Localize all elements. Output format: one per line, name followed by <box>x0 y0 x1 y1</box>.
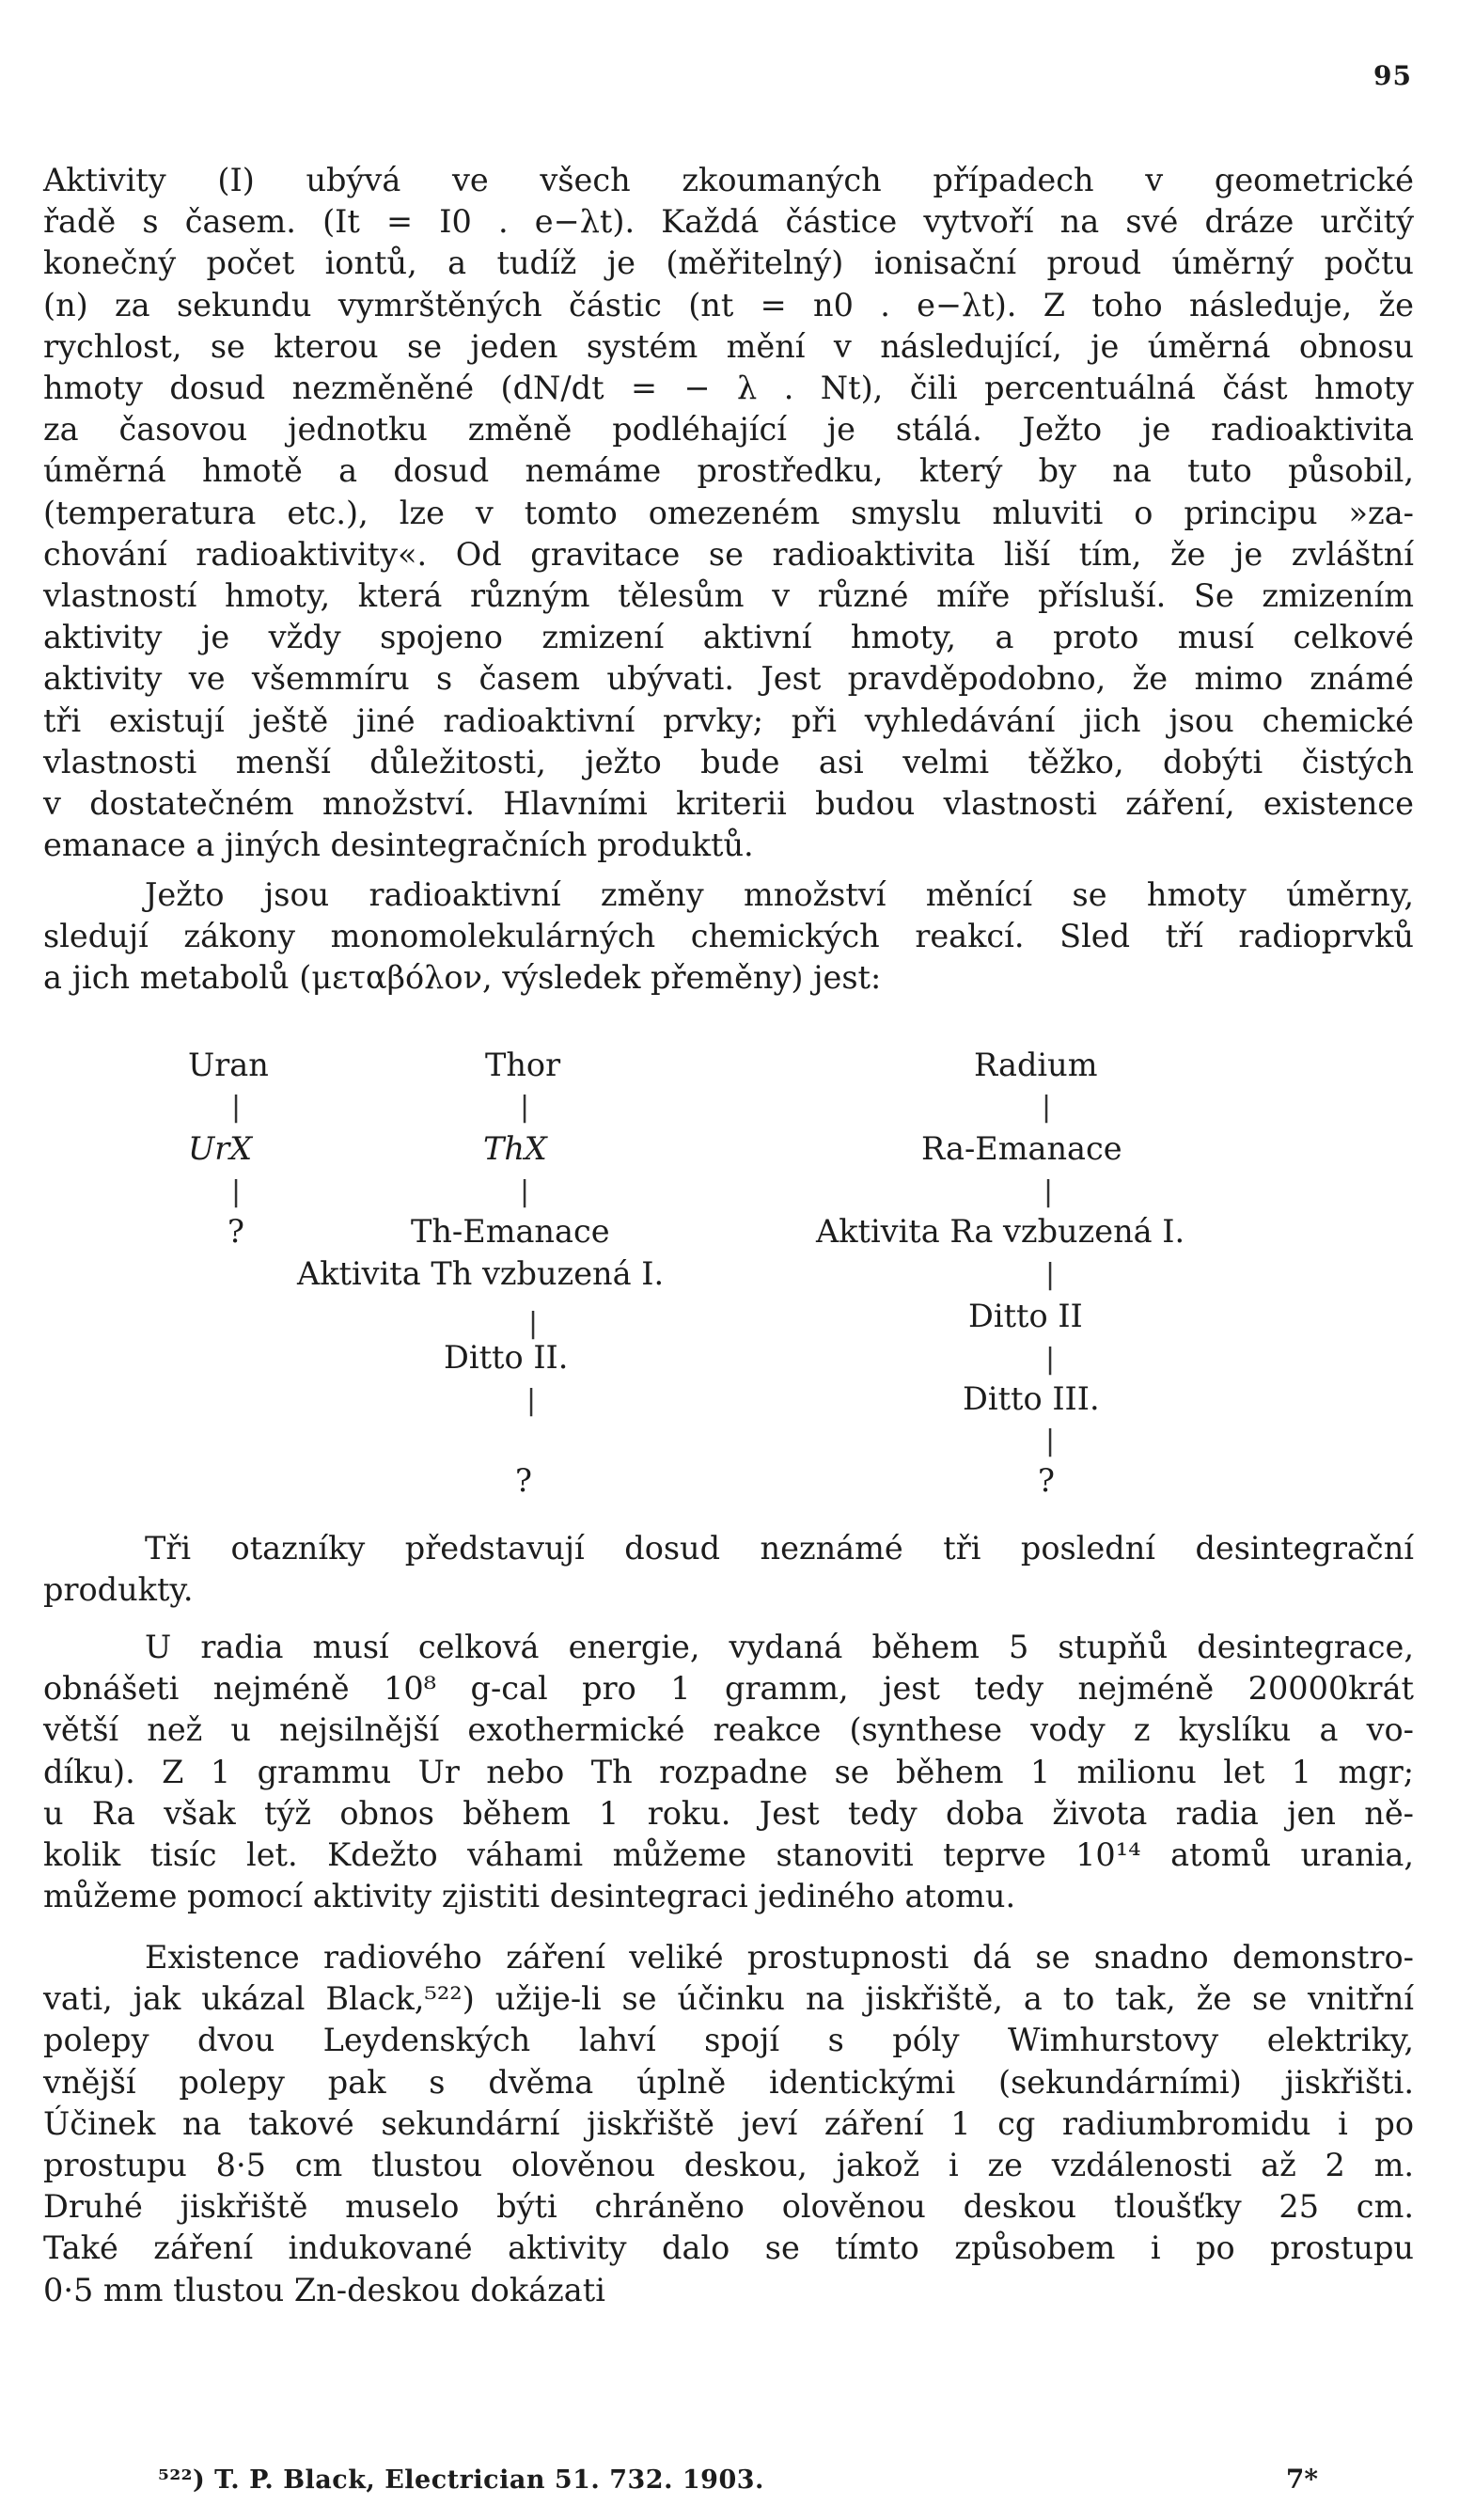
text-line: Existence radiového záření veliké prostupnosti dá se snadno demonstro- <box>145 1939 1414 1976</box>
scheme-th-ditto-2: Ditto II. <box>444 1339 569 1376</box>
text-line: Také záření indukované aktivity dalo se tímto způsobem i po prostupu <box>43 2229 1414 2267</box>
scheme-thor-unknown: ? <box>515 1462 532 1499</box>
scheme-bar: | <box>231 1175 242 1208</box>
text-line: v dostatečném množství. Hlavními kriterii budou vlastnosti záření, existence <box>43 785 1414 823</box>
signature-mark: 7* <box>1285 2464 1318 2495</box>
text-line: Tři otazníky představují dosud neznámé tři poslední desintegrační <box>145 1530 1414 1567</box>
text-line: Ježto jsou radioaktivní změny množství měnící se hmoty úměrny, <box>145 876 1414 913</box>
text-line: polepy dvou Leydenských lahví spojí s póly Wimhurstovy elektriky, <box>43 2022 1414 2059</box>
scheme-bar: | <box>520 1091 530 1124</box>
text-line: 0·5 mm tlustou Zn-deskou dokázati <box>43 2271 605 2308</box>
text-line: konečný počet iontů, a tudíž je (měřitelný) ionisační proud úměrný počtu <box>43 244 1414 282</box>
paragraph-activity <box>43 160 1414 866</box>
text-line: u Ra však týž obnos během 1 roku. Jest tedy doba života radia jen ně- <box>43 1794 1414 1832</box>
paragraph-metabols <box>43 874 1414 1000</box>
text-line: vlastností hmoty, která různým tělesům v různé míře přísluší. Se zmizením <box>43 577 1414 615</box>
scheme-th-emanace: Th-Emanace <box>411 1213 610 1250</box>
text-line: větší než u nejsilnější exothermické reakce (synthese vody z kyslíku a vo- <box>43 1711 1414 1749</box>
scheme-thor: Thor <box>485 1047 561 1083</box>
text-line: Druhé jiskřiště muselo býti chráněno olověnou deskou tloušťky 25 cm. <box>43 2188 1414 2226</box>
text-line: aktivity ve všemmíru s časem ubývati. Jest pravděpodobno, že mimo známé <box>43 660 1414 698</box>
text-line: Aktivity (I) ubývá ve všech zkoumaných případech v geometrické <box>43 162 1414 198</box>
text-line: vati, jak ukázal Black,⁵²²) užije-li se účinku na jiskřiště, a to tak, že se vnitřní <box>43 1980 1414 2018</box>
text-line: aktivity je vždy spojeno zmizení aktivní hmoty, a proto musí celkové <box>43 619 1414 656</box>
scheme-radium-unknown: ? <box>1038 1462 1055 1499</box>
text-line: (n) za sekundu vymrštěných částic (nt = n0 . e−λt). Z toho následuje, že <box>43 286 1414 323</box>
text-line: tři existují ještě jiné radioaktivní prvky; při vyhledávání jich jsou chemické <box>43 701 1414 739</box>
paragraph-4-lines <box>43 1627 1414 1917</box>
text-line: (temperatura etc.), lze v tomto omezeném smyslu mluviti o principu »za- <box>43 494 1414 531</box>
scheme-bar: | <box>528 1307 539 1340</box>
paragraph-radium-energy <box>43 1627 1414 1917</box>
paragraph-question-marks <box>43 1528 1414 1611</box>
scheme-ra-activity: Aktivita Ra vzbuzená I. <box>816 1213 1185 1250</box>
text-line: produkty. <box>43 1571 194 1609</box>
scheme-bar: | <box>526 1384 537 1417</box>
scheme-radium: Radium <box>974 1047 1098 1083</box>
text-line: obnášeti nejméně 10⁸ g-cal pro 1 gramm, jest tedy nejméně 20000krát <box>43 1670 1414 1708</box>
scheme-uran-unknown: ? <box>227 1213 244 1250</box>
scheme-ra-ditto-2: Ditto II <box>968 1298 1083 1334</box>
paragraph-5-lines <box>43 1937 1414 2311</box>
text-line: díku). Z 1 grammu Ur nebo Th rozpadne se během 1 milionu let 1 mgr; <box>43 1753 1414 1790</box>
text-line: hmoty dosud nezměněné (dN/dt = − λ . Nt), čili percentuálná část hmoty <box>43 370 1414 407</box>
text-line: Účinek na takové sekundární jiskřiště jeví záření 1 cg radiumbromidu i po <box>43 2104 1414 2142</box>
scheme-ra-emanace: Ra-Emanace <box>921 1130 1122 1167</box>
text-line: sledují zákony monomolekulárných chemických reakcí. Sled tří radioprvků <box>43 918 1414 955</box>
text-line: a jich metabolů (μεταβόλον, výsledek přeměny) jest: <box>43 959 882 997</box>
scheme-bar: | <box>520 1175 530 1208</box>
paragraph-2-lines <box>43 874 1414 1000</box>
paragraph-radiation-demo <box>43 1937 1414 2311</box>
scheme-uran: Uran <box>188 1047 269 1083</box>
text-line: prostupu 8·5 cm tlustou olověnou deskou, jakož i ze vzdálenosti až 2 m. <box>43 2147 1414 2184</box>
footnote: ⁵²²) T. P. Black, Electrician 51. 732. 1903. <box>158 2465 764 2495</box>
text-line: chování radioaktivity«. Od gravitace se radioaktivita liší tím, že je zvláštní <box>43 535 1414 573</box>
paragraph-1-lines <box>43 160 1414 866</box>
page-number: 95 <box>1373 60 1412 91</box>
scheme-ra-ditto-3: Ditto III. <box>963 1380 1100 1417</box>
scheme-bar: | <box>1045 1258 1056 1291</box>
scheme-bar: | <box>1045 1343 1056 1376</box>
text-line: můžeme pomocí aktivity zjistiti desintegraci jediného atomu. <box>43 1878 1016 1915</box>
scheme-thx: ThX <box>483 1130 547 1167</box>
text-line: řadě s časem. (It = I0 . e−λt). Každá částice vytvoří na své dráze určitý <box>43 203 1414 241</box>
text-line: vnější polepy pak s dvěma úplně identickými (sekundárními) jiskřišti. <box>43 2063 1414 2101</box>
text-line: úměrná hmotě a dosud nemáme prostředku, který by na tuto působil, <box>43 452 1414 490</box>
scheme-urx: UrX <box>188 1130 253 1167</box>
text-line: kolik tisíc let. Kdežto váhami můžeme stanoviti teprve 10¹⁴ atomů urania, <box>43 1836 1414 1874</box>
text-line: rychlost, se kterou se jeden systém mění v následující, je úměrná obnosu <box>43 327 1414 365</box>
paragraph-3-lines <box>43 1528 1414 1611</box>
text-line: U radia musí celková energie, vydaná během 5 stupňů desintegrace, <box>145 1629 1414 1665</box>
scheme-bar: | <box>1042 1091 1052 1124</box>
text-line: za časovou jednotku změně podléhající je stálá. Ježto je radioaktivita <box>43 411 1414 449</box>
text-line: vlastnosti menší důležitosti, ježto bude asi velmi těžko, dobýti čistých <box>43 743 1414 780</box>
text-line: emanace a jiných desintegračních produktů. <box>43 827 754 864</box>
scheme-bar: | <box>231 1091 242 1124</box>
scheme-bar: | <box>1045 1425 1056 1457</box>
scheme-th-activity: Aktivita Th vzbuzená I. <box>297 1255 665 1292</box>
scheme-bar: | <box>1043 1175 1054 1208</box>
